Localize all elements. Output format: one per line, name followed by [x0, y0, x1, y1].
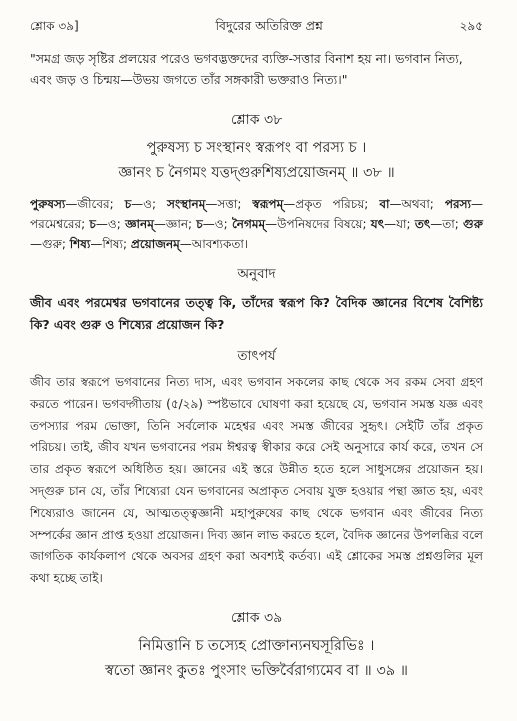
verse-38-line-1: পুরুষস্য চ সংস্থানং স্বরূপং বা পরস্য চ ।: [146, 140, 367, 156]
word-for-word-synonyms: পুরুষস্য—জীবের; চ—ও; সংস্থানম্—সত্তা; স্বরূপম্—প্রকৃত পরিচয়; বা—অথবা; পরস্য—পরমেশ্বরের; চ—ও; জ্ঞানম্—জ্ঞান; চ—ও; নৈগমম্—উপনিষদের বিষয়ে; যৎ—যা; তৎ—তা; গুরু—গুরু; শিষ্য—শিষ্য; প্রয়োজনম্—আবশ্যকতা।: [30, 197, 483, 251]
synonym-word: বা: [379, 197, 390, 211]
synonym-meaning: প্রকৃত পরিচয়;: [295, 197, 369, 211]
synonym-meaning: আবশ্যকতা।: [191, 237, 249, 251]
synonym-word: সংস্থানম্: [167, 197, 206, 211]
verse-38-text: [30, 136, 483, 186]
synonym-meaning: অথবা;: [401, 197, 434, 211]
synonym-meaning: তা;: [442, 217, 459, 231]
verse-38-line-2: জ্ঞানং চ নৈগমং যত্তদ্গুরুশিষ্যপ্রয়োজনম্ ॥ ৩৮ ॥: [118, 165, 395, 181]
synonym-word: যৎ: [370, 217, 385, 231]
synonym-word: প্রয়োজনম্: [130, 237, 180, 251]
purport-text: জীব তার স্বরূপে ভগবানের নিত্য দাস, এবং ভগবান সকলের কাছ থেকে সব রকম সেবা গ্রহণ করতে পারেন। ভগবদ্গীতায় (৫/২৯) স্পষ্টভাবে ঘোষণা করা হয়েছে যে, ভগবান সমস্ত যজ্ঞ এবং তপস্যার পরম ভোক্তা, তিনি সর্বলোক মহেশ্বর এবং সমস্ত জীবের সুহৃৎ। সেইটি তাঁর প্রকৃত পরিচয়। তাই, জীব যখন ভগবানের পরম ঈশ্বরত্ব স্বীকার করে সেই অনুসারে কার্য করে, তখন সে তার প্রকৃত স্বরূপে অধিষ্ঠিত হয়। জ্ঞানের এই স্তরে উন্নীত হতে হলে সাধুসঙ্গের প্রয়োজন হয়। সদ্গুরু চান যে, তাঁর শিষ্যেরা যেন ভগবানের অপ্রাকৃত সেবায় যুক্ত হওয়ার পন্থা জ্ঞাত হয়, এবং শিষ্যেরাও জানেন যে, আত্মতত্ত্বজ্ঞানী মহাপুরুষের কাছ থেকে ভগবান এবং জীবের নিত্য সম্পর্কের জ্ঞান প্রাপ্ত হওয়া প্রয়োজন। দিব্য জ্ঞান লাভ করতে হলে, বৈদিক জ্ঞানের উপলব্ধির বলে জাগতিক কার্যকলাপ থেকে অবসর গ্রহণ করা অবশ্যই কর্তব্য। এই শ্লোকের সমস্ত প্রশ্নগুলির মূল কথা হচ্ছে তাই।: [30, 375, 483, 586]
verse-38-label: শ্লোক ৩৮: [230, 112, 283, 128]
page-number: ২৯৫: [459, 19, 483, 33]
synonym-meaning: যা;: [396, 217, 411, 231]
synonym-word: চ: [124, 197, 132, 211]
running-header: [30, 18, 483, 38]
synonym-word: গুরু: [463, 217, 483, 231]
synonym-meaning: সত্তা;: [217, 197, 242, 211]
header-chapter-title: বিদুরের অতিরিক্ত প্রশ্ন: [215, 18, 323, 33]
synonym-meaning: ও;: [143, 197, 157, 211]
synonym-word: পরস্য: [444, 197, 471, 211]
synonym-meaning: উপনিষদের বিষয়ে;: [277, 217, 367, 231]
synonym-meaning: ও;: [107, 217, 121, 231]
previous-purport-end: "সমগ্র জড় সৃষ্টির প্রলয়ের পরেও ভগবদ্ভক্তদের ব্যক্তি-সত্তার বিনাশ হয় না। ভগবান নিত্য, এবং জড় ও চিন্ময়—উভয় জগতে তাঁর সঙ্গকারী ভক্তরাও নিত্য।": [30, 51, 463, 87]
verse-39-line-1: নিমিত্তানি চ তস্যেহ প্রোক্তান্যনঘসূরিভিঃ ।: [138, 637, 375, 654]
synonym-word: জ্ঞানম্: [125, 217, 154, 231]
translation-heading: অনুবাদ: [237, 266, 276, 282]
synonym-word: নৈগমম্: [231, 217, 266, 231]
verse-39-text: [30, 634, 483, 684]
verse-39-line-2: স্বতো জ্ঞানং কুতঃ পুংসাং ভক্তির্বৈরাগ্যমেব বা ॥ ৩৯ ॥: [104, 662, 408, 679]
synonym-word: পুরুষস্য: [30, 197, 66, 211]
synonym-word: চ: [89, 217, 96, 231]
translation-text: জীব এবং পরমেশ্বর ভগবানের তত্ত্ব কি, তাঁদের স্বরূপ কি? বৈদিক জ্ঞানের বিশেষ বৈশিষ্ট্য কি? এবং গুরু ও শিষ্যের প্রয়োজন কি?: [30, 295, 483, 332]
header-verse-ref: শ্লোক ৩৯]: [30, 19, 79, 33]
verse-39-label: শ্লোক ৩৯: [230, 609, 283, 626]
synonym-word: শিষ্য: [69, 237, 91, 251]
synonym-meaning: গুরু;: [42, 237, 66, 251]
synonym-meaning: শিষ্য;: [102, 237, 128, 251]
synonym-meaning: জ্ঞান;: [165, 217, 193, 231]
synonym-word: স্বরূপম্: [252, 197, 284, 211]
purport-heading: তাৎপর্য: [237, 348, 276, 364]
synonym-word: চ: [196, 217, 203, 231]
synonym-meaning: ও;: [214, 217, 228, 231]
synonym-meaning: পরমেশ্বরের;: [30, 217, 86, 231]
synonym-word: তৎ: [414, 217, 431, 231]
synonym-meaning: জীবের;: [77, 197, 114, 211]
